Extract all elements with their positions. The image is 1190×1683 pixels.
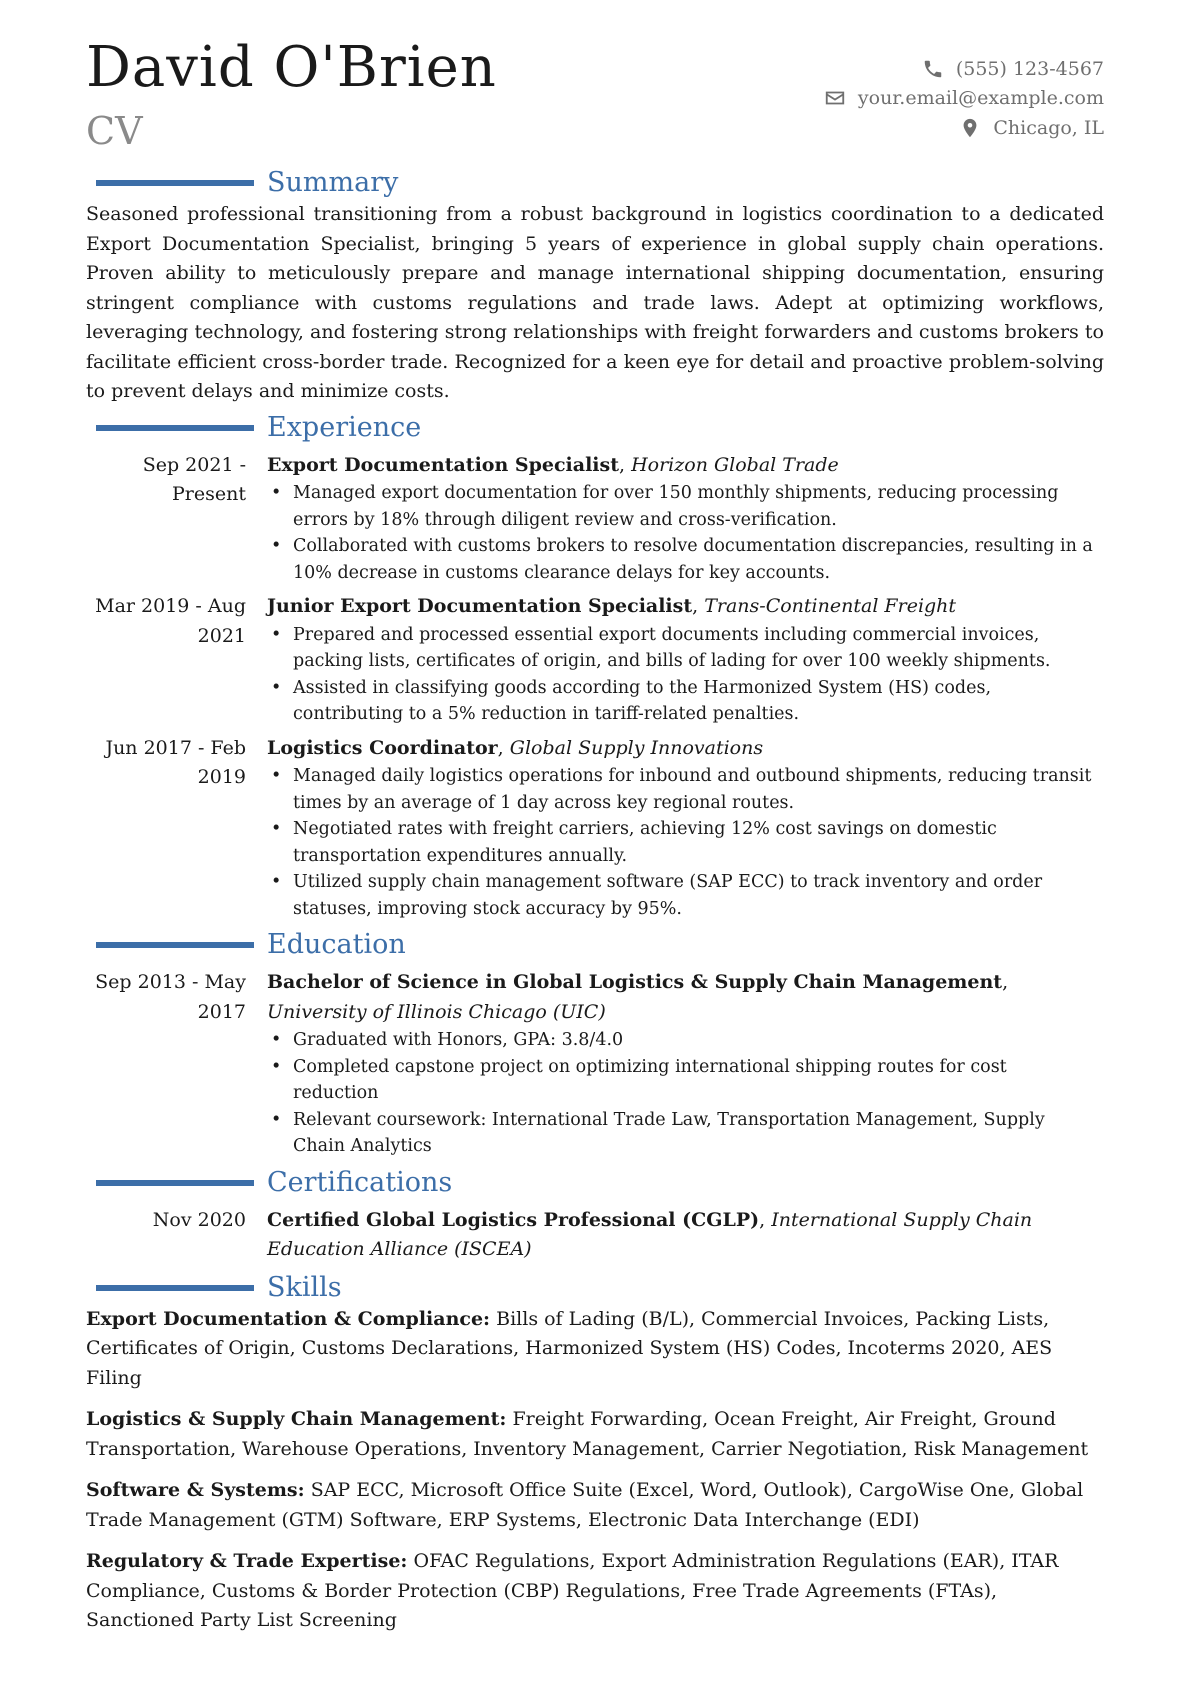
- entry-date: Sep 2021 - Present: [142, 453, 246, 505]
- entry-body: [267, 1206, 1104, 1265]
- bullet-item: • Prepared and processed essential export documents including commercial invoices, packing lists, certificates of origin, and bills of lading for over 100 weekly shipments.: [293, 622, 1104, 675]
- entry-heading: [267, 451, 1104, 481]
- entry-separator: ,: [1002, 971, 1009, 993]
- contact-block: [824, 54, 1104, 143]
- section-accent-bar: [96, 180, 254, 186]
- entry-organization: Trans-Continental Freight: [704, 595, 957, 617]
- entry-separator: ,: [692, 595, 705, 617]
- entry-item: [86, 968, 1104, 1160]
- bullet-item: • Negotiated rates with freight carriers, achieving 12% cost savings on domestic transportation expenditures annually.: [293, 816, 1104, 869]
- section-certifications-header: [86, 1166, 1104, 1200]
- bullet-item: • Managed export documentation for over 150 monthly shipments, reducing processing errors by 18% through diligent review and cross-verification.: [293, 480, 1104, 533]
- skill-group: [86, 1547, 1104, 1636]
- skill-group: [86, 1305, 1104, 1394]
- entry-title: Bachelor of Science in Global Logistics & Supply Chain Management: [267, 971, 1003, 993]
- section-skills-header: [86, 1271, 1104, 1305]
- section-accent-bar: [96, 1285, 254, 1291]
- section-experience-header: [86, 411, 1104, 445]
- section-title: Certifications: [267, 1166, 453, 1198]
- certifications-list: [86, 1206, 1104, 1265]
- skill-items: Freight Forwarding, Ocean Freight, Air Freight, Ground Transportation, Warehouse Operations, Inventory Management, Carrier Negotiation, Risk Management: [86, 1408, 1089, 1460]
- skill-group: [86, 1405, 1104, 1464]
- entry-item: [86, 1206, 1104, 1265]
- entry-title: Junior Export Documentation Specialist: [267, 595, 693, 617]
- section-title: Education: [267, 929, 406, 960]
- phone-icon: [922, 58, 944, 80]
- section-accent-bar: [96, 425, 254, 431]
- skill-group: [86, 1476, 1104, 1535]
- map-pin-icon: [959, 117, 981, 139]
- entry-title: Export Documentation Specialist: [267, 453, 619, 476]
- skill-category: Export Documentation & Compliance:: [86, 1307, 491, 1330]
- entry-bullets: [267, 763, 1104, 922]
- entry-title: Certified Global Logistics Professional (CGLP): [267, 1208, 760, 1231]
- skill-items: SAP ECC, Microsoft Office Suite (Excel, Word, Outlook), CargoWise One, Global Trade Management (GTM) Software, ERP Systems, Electronic Data Interchange (EDI): [86, 1479, 1084, 1531]
- contact-email[interactable]: [824, 84, 1104, 114]
- contact-phone[interactable]: [824, 54, 1104, 84]
- bullet-item: • Assisted in classifying goods according to the Harmonized System (HS) codes, contributing to a 5% reduction in tariff-related penalties.: [293, 675, 1104, 728]
- bullet-item: • Collaborated with customs brokers to resolve documentation discrepancies, resulting in a 10% decrease in customs clearance delays for key accounts.: [293, 533, 1104, 586]
- contact-location: [824, 113, 1104, 143]
- section-title: Experience: [267, 411, 422, 443]
- section-accent-bar: [96, 1180, 254, 1186]
- location-text: Chicago, IL: [993, 116, 1104, 139]
- entry-item: [86, 451, 1104, 587]
- bullet-item: • Completed capstone project on optimizing international shipping routes for cost reduction: [293, 1054, 1104, 1107]
- envelope-icon: [824, 87, 846, 109]
- entry-bullets: [267, 622, 1104, 728]
- bullet-item: • Graduated with Honors, GPA: 3.8/4.0: [293, 1027, 1104, 1054]
- entry-organization: Global Supply Innovations: [509, 736, 764, 759]
- skill-items: OFAC Regulations, Export Administration Regulations (EAR), ITAR Compliance, Customs & Border Protection (CBP) Regulations, Free Trade Agreements (FTAs), Sanctioned Party List Screening: [86, 1550, 1059, 1631]
- entry-organization: University of Illinois Chicago (UIC): [267, 1000, 606, 1023]
- entry-separator: ,: [497, 736, 510, 759]
- entry-separator: ,: [759, 1208, 772, 1231]
- entry-date: Jun 2017 - Feb 2019: [105, 736, 246, 788]
- entry-heading: [267, 592, 1104, 622]
- summary-text: Seasoned professional transitioning from a robust background in logistics coordination to a dedicated Export Documentation Specialist, bringing 5 years of experience in global supply chain operations. Proven ability to meticulously prepare and manage international shipping documentation, ensuring stringent compliance with customs regulations and trade laws. Adept at optimizing workflows, leveraging technology, and fostering strong relationships with freight forwarders and customs brokers to facilitate efficient cross-border trade. Recognized for a keen eye for detail and proactive problem-solving to prevent delays and minimize costs.: [86, 203, 1104, 402]
- entry-body: [267, 968, 1104, 1160]
- skill-category: Logistics & Supply Chain Management:: [86, 1408, 507, 1430]
- skill-category: Regulatory & Trade Expertise:: [86, 1550, 408, 1572]
- entry-title: Logistics Coordinator: [267, 736, 498, 759]
- section-summary-header: [86, 166, 1104, 200]
- entry-date: Sep 2013 - May 2017: [95, 971, 246, 1023]
- entry-body: [267, 451, 1104, 587]
- document-subtitle: CV: [86, 109, 143, 153]
- entry-heading: [267, 968, 1104, 1027]
- entry-body: [267, 734, 1104, 923]
- email-text: your.email@example.com: [857, 87, 1104, 110]
- entry-heading: [267, 1206, 1104, 1265]
- entry-item: [86, 592, 1104, 728]
- entry-organization: Horizon Global Trade: [631, 453, 839, 476]
- section-accent-bar: [96, 942, 254, 948]
- bullet-item: • Managed daily logistics operations for inbound and outbound shipments, reducing transit times by an average of 1 day across key regional routes.: [293, 763, 1104, 816]
- bullet-item: • Utilized supply chain management software (SAP ECC) to track inventory and order statuses, improving stock accuracy by 95%.: [293, 869, 1104, 922]
- bullet-item: • Relevant coursework: International Trade Law, Transportation Management, Supply Chain Analytics: [293, 1107, 1104, 1160]
- entry-bullets: [267, 1027, 1104, 1160]
- skills-list: [86, 1305, 1104, 1636]
- header: [86, 0, 1104, 160]
- section-title: Summary: [267, 167, 399, 198]
- skill-items: Bills of Lading (B/L), Commercial Invoices, Packing Lists, Certificates of Origin, Customs Declarations, Harmonized System (HS) Codes, Incoterms 2020, AES Filing: [86, 1307, 1053, 1389]
- section-education-header: [86, 928, 1104, 962]
- entry-organization: International Supply Chain Education Alliance (ISCEA): [267, 1208, 1033, 1260]
- entry-date: Mar 2019 - Aug 2021: [95, 595, 246, 647]
- entry-item: [86, 734, 1104, 923]
- candidate-name: David O'Brien: [86, 35, 497, 100]
- entry-heading: [267, 734, 1104, 764]
- experience-list: [86, 451, 1104, 923]
- entry-body: [267, 592, 1104, 728]
- section-title: Skills: [267, 1271, 342, 1303]
- phone-text: (555) 123-4567: [955, 57, 1104, 80]
- education-list: [86, 968, 1104, 1160]
- skill-category: Software & Systems:: [86, 1479, 305, 1501]
- entry-date: Nov 2020: [152, 1208, 246, 1231]
- entry-separator: ,: [619, 453, 632, 476]
- entry-bullets: [267, 480, 1104, 586]
